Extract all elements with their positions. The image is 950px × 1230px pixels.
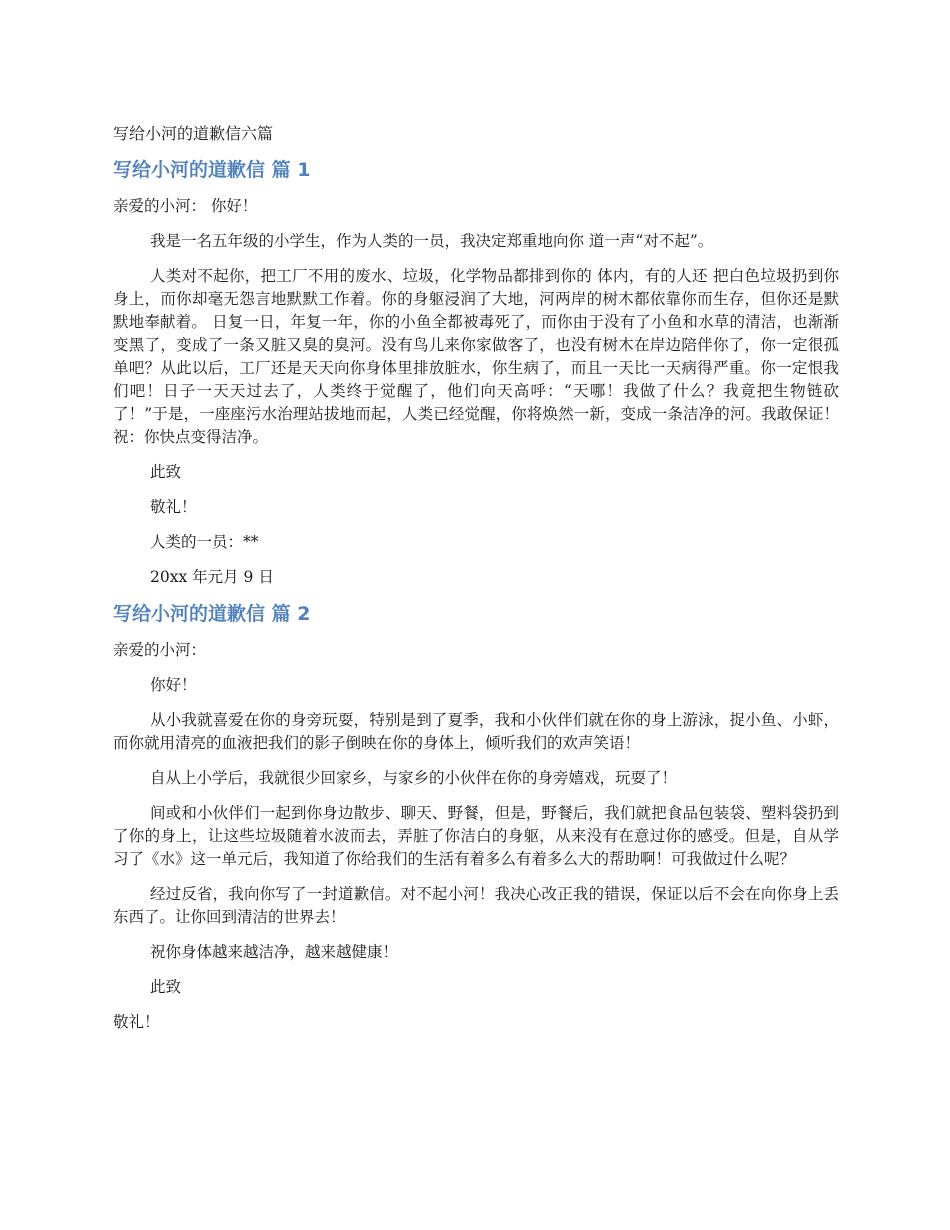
paragraph: 我是一名五年级的小学生，作为人类的一员，我决定郑重地向你 道一声“对不起”。 — [150, 232, 714, 250]
closing-phrase: 此致 — [150, 978, 182, 996]
closing-salute: 敬礼！ — [113, 1013, 160, 1031]
paragraph: 祝你身体越来越洁净，越来越健康！ — [150, 943, 399, 961]
closing-salute: 敬礼！ — [150, 498, 197, 516]
paragraph: 经过反省，我向你写了一封道歉信。对不起小河！我决心改正我的错误，保证以后不会在向你身上丢东西了。让你回到清洁的世界去！ — [113, 885, 839, 926]
paragraph: 自从上小学后，我就很少回家乡，与家乡的小伙伴在你的身旁嬉戏，玩耍了！ — [150, 769, 678, 787]
document-page — [113, 122, 839, 1046]
section-1-heading: 写给小河的道歉信 篇 1 — [113, 159, 311, 181]
paragraph: 从小我就喜爱在你的身旁玩耍，特别是到了夏季，我和小伙伴们就在你的身上游泳，捉小鱼、小虾，而你就用清亮的血液把我们的影子倒映在你的身体上，倾听我们的欢声笑语！ — [113, 711, 839, 752]
signature: 人类的一员：** — [150, 533, 259, 551]
date: 20xx 年元月 9 日 — [150, 568, 274, 586]
greeting: 你好！ — [150, 676, 197, 694]
section-1 — [113, 157, 839, 589]
section-2-heading: 写给小河的道歉信 篇 2 — [113, 603, 311, 625]
salutation: 亲爱的小河： 你好！ — [113, 197, 258, 215]
salutation: 亲爱的小河： — [113, 641, 207, 659]
paragraph: 间或和小伙伴们一起到你身边散步、聊天、野餐，但是，野餐后，我们就把食品包装袋、塑料袋扔到了你的身上，让这些垃圾随着水波而去，弄脏了你洁白的身躯，从来没有在意过你的感受。但是，自从学习了《水》这一单元后，我知道了你给我们的生活有着多么有着多么大的帮助啊！可我做过什么呢？ — [113, 804, 839, 868]
document-title: 写给小河的道歉信六篇 — [113, 124, 274, 143]
closing-phrase: 此致 — [150, 463, 182, 481]
section-2 — [113, 601, 839, 1034]
paragraph: 人类对不起你，把工厂不用的废水、垃圾，化学物品都排到你的 体内，有的人还 把白色垃圾扔到你身上，而你却毫无怨言地默默工作着。你的身躯浸润了大地，河两岸的树木都依靠你而生存，但你还是默默地奉献着。 日复一日，年复一年，你的小鱼全都被毒死了，而你由于没有了小鱼和水草的清洁，也渐渐变黑了，变成了一条又脏又臭的臭河。没有鸟儿来你家做客了，也没有树木在岸边陪伴你了，你一定很孤单吧？从此以后，工厂还是天天向你身体里排放脏水，你生病了，而且一天比一天病得严重。你一定恨我们吧！日子一天天过去了，人类终于觉醒了，他们向天高呼：“天哪！我做了什么？我竟把生物链砍了！”于是，一座座污水治理站拔地而起，人类已经觉醒，你将焕然一新，变成一条洁净的河。我敢保证！ 祝：你快点变得洁净。 — [113, 267, 839, 446]
